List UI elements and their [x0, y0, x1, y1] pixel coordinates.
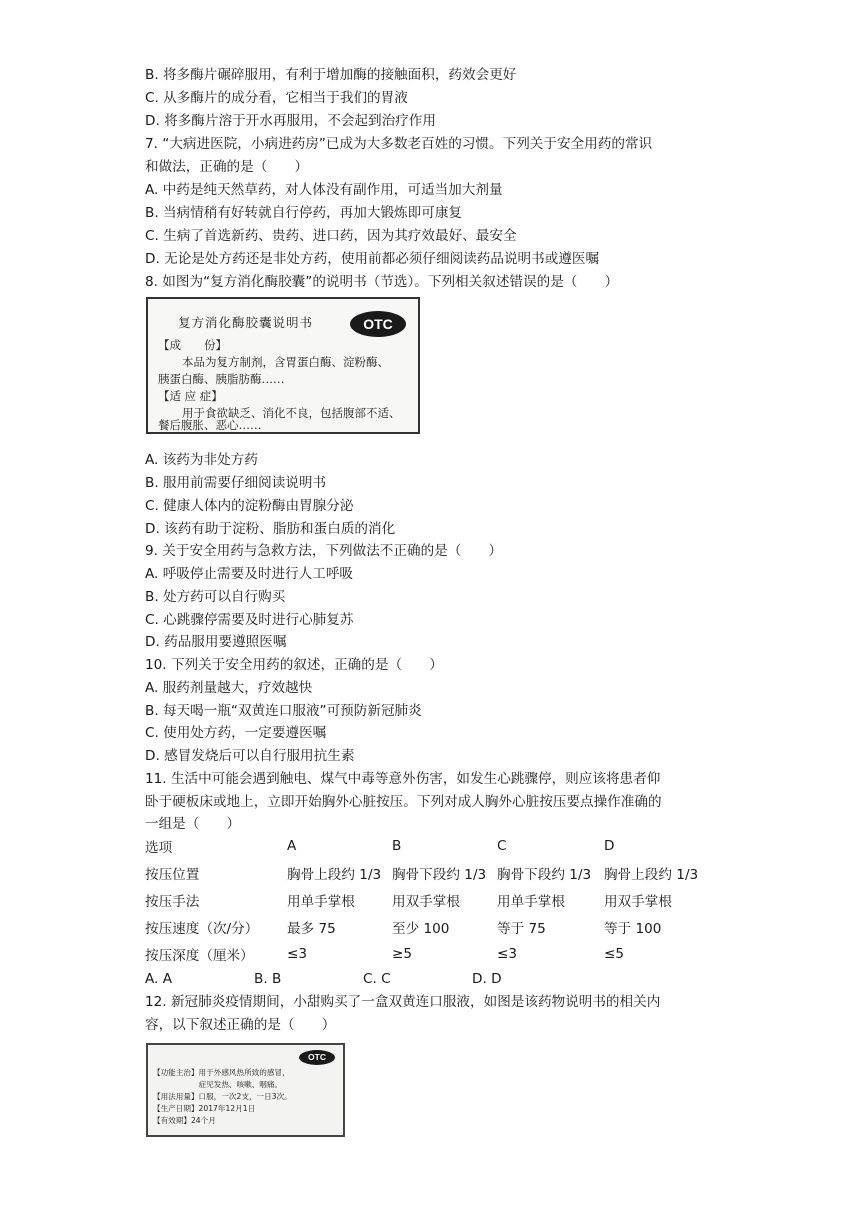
q10-option-c: C. 使用处方药，一定要遵医嘱 — [145, 725, 327, 741]
q11-options — [145, 968, 581, 990]
q11-table — [145, 832, 714, 967]
otc-badge: OTC — [350, 311, 406, 337]
q6-option-c: C. 从多酶片的成分看，它相当于我们的胃液 — [145, 90, 408, 106]
table-cell: 按压深度（厘米） — [145, 947, 254, 964]
table-cell: 至少 100 — [392, 920, 450, 937]
table-cell: C — [497, 837, 507, 854]
q8-option-a: A. 该药为非处方药 — [145, 452, 258, 468]
table-row — [145, 832, 714, 859]
q12-stem-cont: 容，以下叙述正确的是（ ） — [145, 1017, 336, 1033]
table-cell: 用单手掌根 — [287, 893, 355, 910]
label-line: 【功能主治】用于外感风热所致的感冒， — [153, 1068, 290, 1077]
table-cell: 按压位置 — [145, 866, 200, 883]
q8-option-d: D. 该药有助于淀粉、脂肪和蛋白质的消化 — [145, 521, 396, 537]
table-cell: A — [287, 837, 297, 854]
label-line: 餐后腹胀、恶心…… — [158, 418, 262, 432]
label-line: 本品为复方制剂，含胃蛋白酶、淀粉酶、 — [182, 355, 389, 369]
table-cell: 最多 75 — [287, 920, 336, 937]
table-cell: D — [604, 837, 615, 854]
q6-option-b: B. 将多酶片碾碎服用，有利于增加酶的接触面积，药效会更好 — [145, 67, 517, 83]
q12-stem: 12. 新冠肺炎疫情期间，小甜购买了一盒双黄连口服液，如图是该药物说明书的相关内 — [145, 994, 661, 1010]
q10-option-a: A. 服药剂量越大，疗效越快 — [145, 680, 313, 696]
table-cell: 胸骨上段约 1/3 — [287, 866, 382, 883]
q6-option-d: D. 将多酶片溶于开水再服用，不会起到治疗作用 — [145, 113, 436, 129]
q10-option-d: D. 感冒发烧后可以自行服用抗生素 — [145, 748, 355, 764]
table-cell: 胸骨下段约 1/3 — [497, 866, 592, 883]
table-cell: ≥5 — [392, 945, 413, 962]
table-cell: 等于 75 — [497, 920, 546, 937]
label-title: 复方消化酶胶囊说明书 — [178, 315, 314, 330]
table-cell: 用双手掌根 — [604, 893, 672, 910]
label-line: 用于食欲缺乏、消化不良，包括腹部不适、 — [182, 406, 401, 420]
q8-stem: 8. 如图为“复方消化酶胶囊”的说明书（节选）。下列相关叙述错误的是（ ） — [145, 274, 619, 290]
q9-stem: 9. 关于安全用药与急救方法，下列做法不正确的是（ ） — [145, 543, 503, 559]
label-line: 【适 应 症】 — [158, 389, 223, 403]
table-cell: 用双手掌根 — [392, 893, 460, 910]
q7-stem: 7. “大病进医院，小病进药房”已成为大多数老百姓的习惯。下列关于安全用药的常识 — [145, 136, 653, 152]
table-row — [145, 859, 714, 886]
label-line: 【生产日期】2017年12月1日 — [153, 1104, 256, 1113]
table-cell: ≤3 — [287, 945, 308, 962]
table-cell: ≤3 — [497, 945, 518, 962]
q11-stem: 11. 生活中可能会遇到触电、煤气中毒等意外伤害，如发生心跳骤停，则应该将患者仰 — [145, 771, 661, 787]
otc-badge: OTC — [299, 1050, 335, 1065]
q9-option-c: C. 心跳骤停需要及时进行心肺复苏 — [145, 612, 354, 628]
medicine-label-image-2 — [146, 1043, 345, 1137]
q7-option-b: B. 当病情稍有好转就自行停药，再加大锻炼即可康复 — [145, 205, 463, 221]
table-cell: 等于 100 — [604, 920, 662, 937]
table-cell: B — [392, 837, 402, 854]
table-cell: 胸骨上段约 1/3 — [604, 866, 699, 883]
q7-option-c: C. 生病了首选新药、贵药、进口药，因为其疗效最好、最安全 — [145, 228, 517, 244]
table-row — [145, 940, 714, 967]
q7-stem-cont: 和做法，正确的是（ ） — [145, 159, 309, 175]
table-cell: 按压速度（次/分） — [145, 920, 259, 937]
q8-option-c: C. 健康人体内的淀粉酶由胃腺分泌 — [145, 498, 354, 514]
table-row — [145, 913, 714, 940]
table-row — [145, 886, 714, 913]
label-line: 胰蛋白酶、胰脂肪酶…… — [158, 372, 285, 386]
table-cell: ≤5 — [604, 945, 625, 962]
medicine-label-image-1 — [146, 297, 420, 434]
q9-option-a: A. 呼吸停止需要及时进行人工呼吸 — [145, 566, 354, 582]
q11-option-d: D. D — [472, 971, 502, 987]
table-cell: 按压手法 — [145, 893, 200, 910]
q9-option-d: D. 药品服用要遵照医嘱 — [145, 634, 287, 650]
label-line: 【成 份】 — [158, 338, 227, 352]
table-cell: 用单手掌根 — [497, 893, 565, 910]
q10-stem: 10. 下列关于安全用药的叙述，正确的是（ ） — [145, 657, 443, 673]
label-line: 【有效期】24个月 — [153, 1116, 216, 1125]
q9-option-b: B. 处方药可以自行购买 — [145, 589, 286, 605]
label-line: 【用法用量】口服，一次2支，一日3次。 — [153, 1092, 292, 1101]
q7-option-d: D. 无论是处方药还是非处方药，使用前都必须仔细阅读药品说明书或遵医嘱 — [145, 251, 600, 267]
q8-option-b: B. 服用前需要仔细阅读说明书 — [145, 475, 327, 491]
q7-option-a: A. 中药是纯天然草药，对人体没有副作用，可适当加大剂量 — [145, 182, 503, 198]
q11-stem-cont: 卧于硬板床或地上，立即开始胸外心脏按压。下列对成人胸外心脏按压要点操作准确的 — [145, 794, 662, 810]
q11-option-a: A. A — [145, 971, 173, 987]
q11-option-c: C. C — [363, 971, 391, 987]
table-cell: 选项 — [145, 839, 173, 856]
q11-option-b: B. B — [254, 971, 282, 987]
label-line: 症见发热、咳嗽、咽痛。 — [153, 1080, 283, 1089]
q11-stem-cont: 一组是（ ） — [145, 816, 241, 832]
table-cell: 胸骨下段约 1/3 — [392, 866, 487, 883]
q10-option-b: B. 每天喝一瓶“双黄连口服液”可预防新冠肺炎 — [145, 703, 422, 719]
